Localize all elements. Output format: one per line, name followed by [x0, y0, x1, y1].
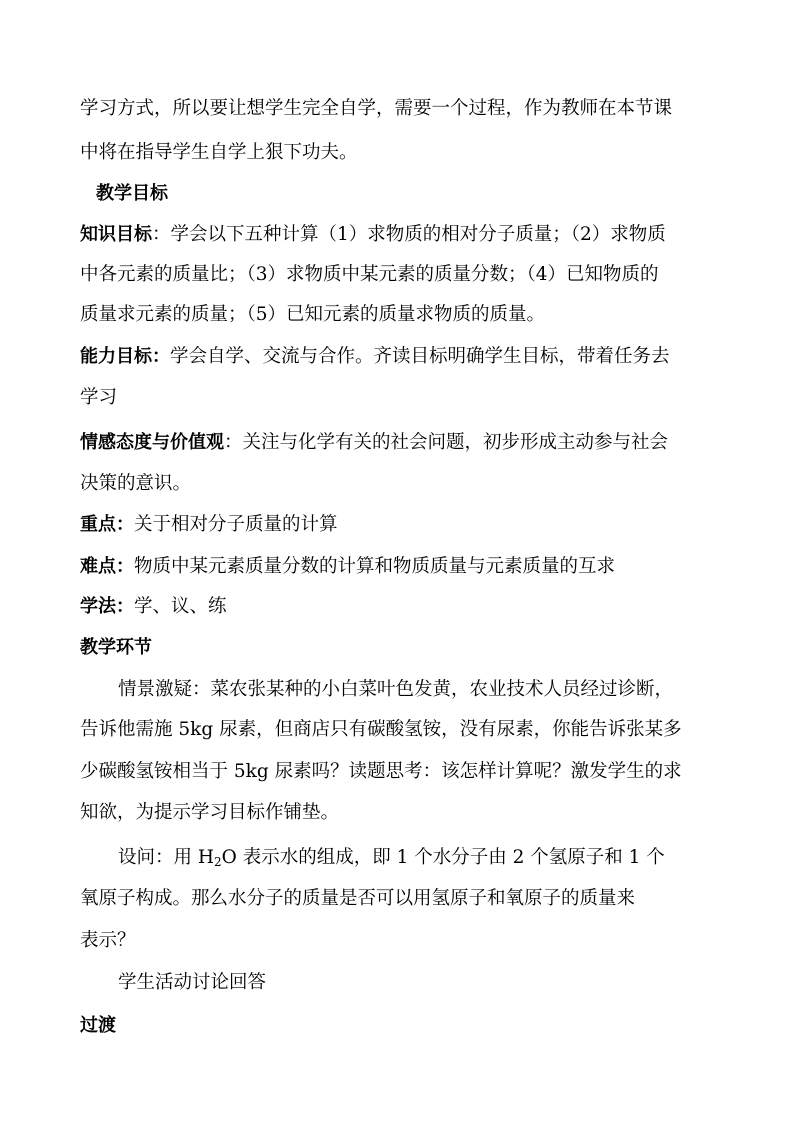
- paragraph-line: 少碳酸氢铵相当于 5kg 尿素吗？读题思考：该怎样计算呢？激发学生的求: [80, 761, 682, 782]
- emotion-objective-label: 情感态度与价值观: [80, 432, 224, 453]
- method-label: 学法：: [80, 596, 134, 617]
- difficulty-text: 物质中某元素质量分数的计算和物质质量与元素质量的互求: [134, 556, 616, 577]
- key-point-label: 重点：: [80, 514, 134, 535]
- heading-transition: 过渡: [80, 1015, 116, 1036]
- paragraph-line: 中将在指导学生自学上狠下功夫。: [80, 142, 358, 163]
- ability-objective-text: 学会自学、交流与合作。齐读目标明确学生目标，带着任务去: [170, 346, 670, 367]
- question-text-pre: 设问：用 H: [118, 847, 215, 868]
- heading-teaching-objectives: 教学目标: [96, 183, 168, 204]
- emotion-objective-line: [80, 431, 720, 455]
- water-formula-subscript: 2: [214, 855, 222, 869]
- paragraph-line: 决策的意识。: [80, 473, 192, 494]
- paragraph-line: 中各元素的质量比；（3）求物质中某元素的质量分数；（4）已知物质的: [80, 264, 659, 285]
- method-line: [80, 595, 720, 619]
- paragraph-line: 学习: [80, 387, 118, 408]
- question-text-post: O 表示水的组成，即 1 个水分子由 2 个氢原子和 1 个: [221, 847, 665, 868]
- question-line: [118, 846, 720, 870]
- key-point-text: 关于相对分子质量的计算: [134, 514, 338, 535]
- method-text: 学、议、练: [134, 596, 227, 617]
- ability-objective-label: 能力目标：: [80, 346, 170, 367]
- paragraph-line: 学习方式，所以要让想学生完全自学，需要一个过程，作为教师在本节课: [80, 98, 673, 119]
- paragraph-line: 情景激疑：菜农张某种的小白菜叶色发黄，农业技术人员经过诊断，: [118, 679, 674, 700]
- paragraph-line: 质量求元素的质量；（5）已知元素的质量求物质的质量。: [80, 304, 546, 325]
- ability-objective-line: [80, 345, 720, 369]
- student-activity-line: 学生活动讨论回答: [118, 972, 267, 993]
- paragraph-line: 告诉他需施 5kg 尿素，但商店只有碳酸氢铵，没有尿素，你能告诉张某多: [80, 719, 682, 740]
- difficulty-line: [80, 555, 720, 579]
- heading-teaching-steps: 教学环节: [80, 637, 152, 658]
- knowledge-objective-line: [80, 223, 720, 247]
- paragraph-line: 氧原子构成。那么水分子的质量是否可以用氢原子和氧原子的质量来: [80, 888, 636, 909]
- emotion-objective-text: ：关注与化学有关的社会问题，初步形成主动参与社会: [224, 432, 669, 453]
- knowledge-objective-text: ：学会以下五种计算（1）求物质的相对分子质量；（2）求物质: [152, 224, 666, 245]
- difficulty-label: 难点：: [80, 556, 134, 577]
- knowledge-objective-label: 知识目标: [80, 224, 152, 245]
- paragraph-line: 知欲，为提示学习目标作铺垫。: [80, 802, 340, 823]
- paragraph-line: 表示？: [80, 930, 136, 951]
- key-point-line: [80, 513, 720, 537]
